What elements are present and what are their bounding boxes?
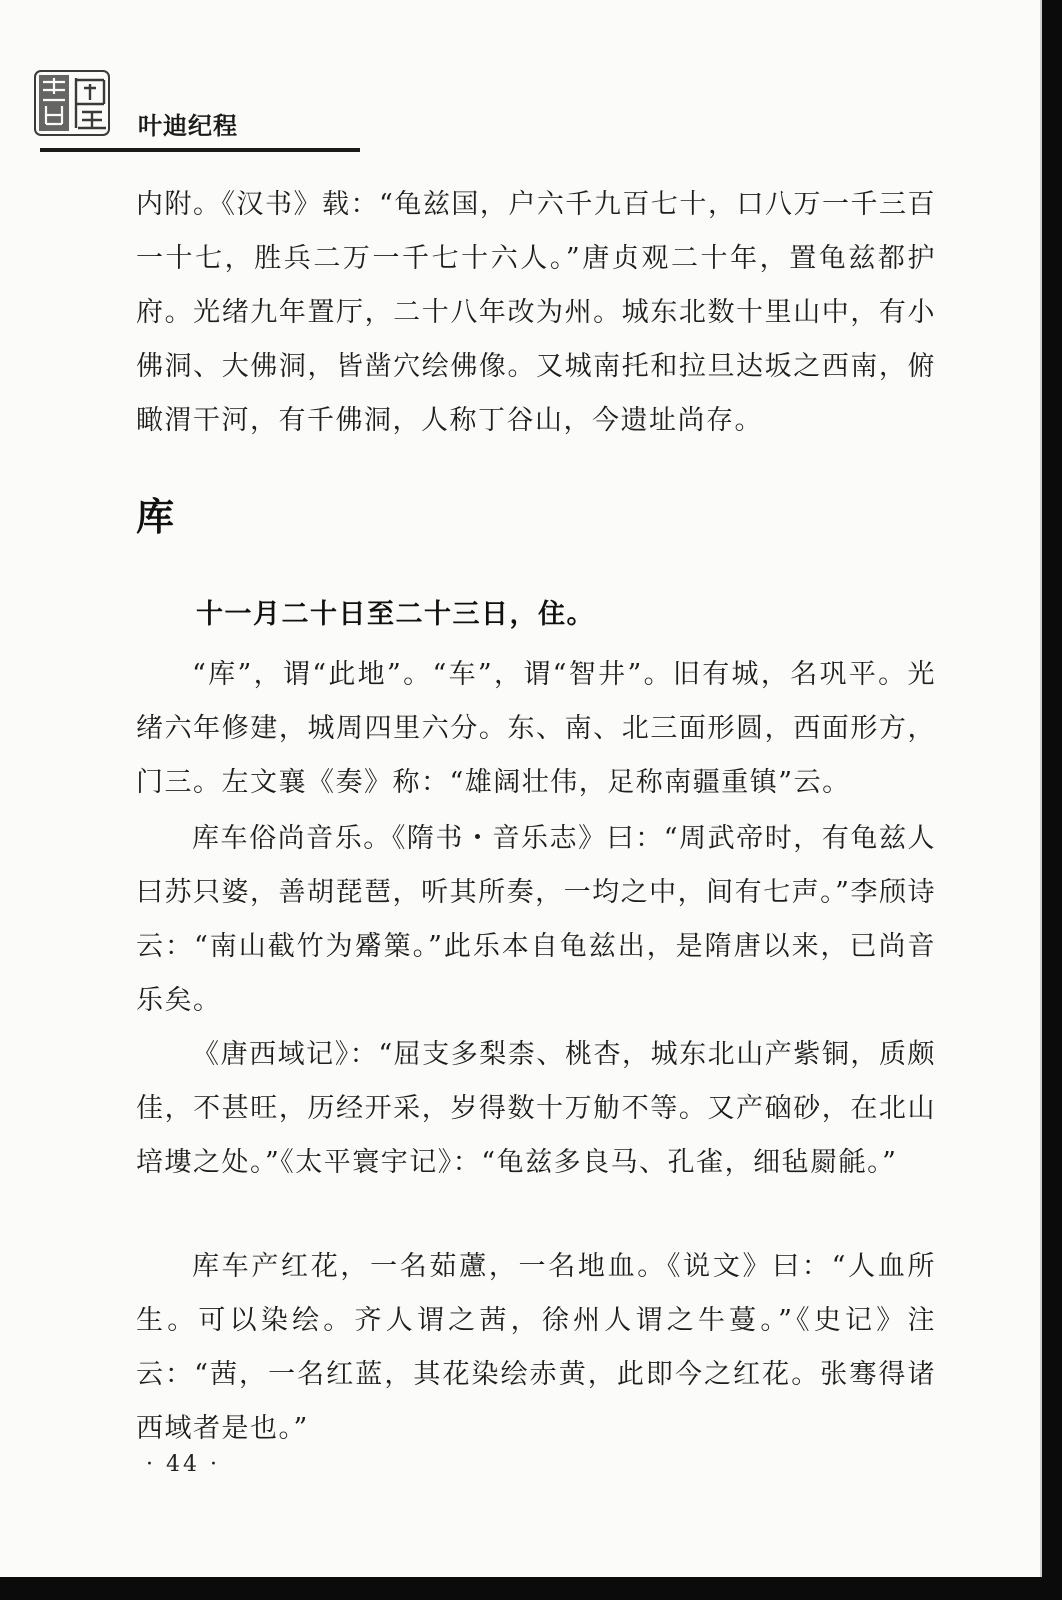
running-title: 叶迪纪程 (138, 112, 238, 140)
seal-stamp-icon (34, 70, 110, 136)
paragraph-4: 《唐西域记》：“屈支多梨柰、桃杏，城东北山产紫铜，质颇佳，不甚旺，历经开采，岁得数十万觔不等。又产硇砂，在北山培塿之处。”《太平寰宇记》：“龟兹多良马、孔雀，细毡罽毹。” (136, 1039, 936, 1178)
paragraph-2: “库”，谓“此地”。“车”，谓“智井”。旧有城，名巩平。光绪六年修建，城周四里六分。东、南、北三面形圆，西面形方，门三。左文襄《奏》称：“雄阔壮伟，足称南疆重镇”云。 (136, 659, 936, 798)
paragraph-5: 库车产红花，一名茹藘，一名地血。《说文》曰：“人血所生。可以染绘。齐人谓之茜，徐州人谓之牛蔓。”《史记》注云：“茜，一名红蓝，其花染绘赤黄，此即今之红花。张骞得诸西域者是也。” (136, 1251, 936, 1444)
date-line: 十一月二十日至二十三日，住。 (196, 599, 595, 630)
paragraph-1: 内附。《汉书》载：“龟兹国，户六千九百七十，口八万一千三百一十七，胜兵二万一千七十六人。”唐贞观二十年，置龟兹都护府。光绪九年置厅，二十八年改为州。城东北数十里山中，有小佛洞、大佛洞，皆凿穴绘佛像。又城南托和拉旦达坂之西南，俯瞰渭干河，有千佛洞，人称丁谷山，今遗址尚存。 (136, 189, 936, 436)
page-number: · 44 · (146, 1452, 220, 1477)
header-rule (40, 148, 360, 152)
paragraph-3: 库车俗尚音乐。《隋书・音乐志》曰：“周武帝时，有龟兹人曰苏只婆，善胡琵琶，听其所奏，一均之中，间有七声。”李颀诗云：“南山截竹为觱篥。”此乐本自龟兹出，是隋唐以来，已尚音乐矣。 (136, 823, 936, 1016)
section-heading: 库 (136, 495, 175, 539)
